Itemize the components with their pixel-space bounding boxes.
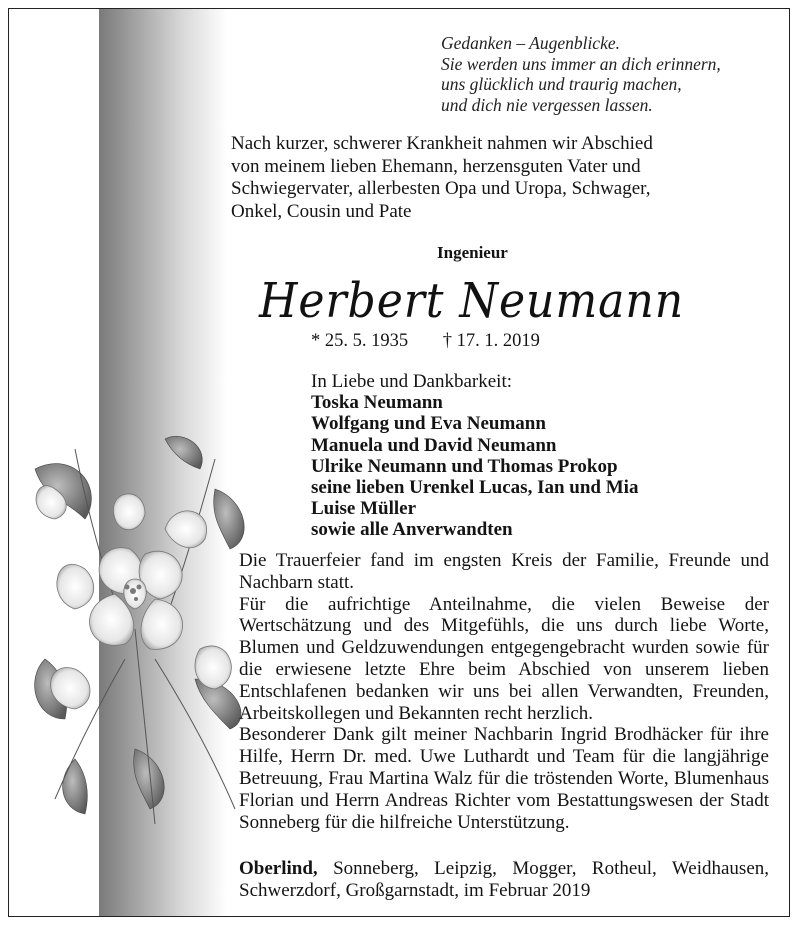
deceased-name: Herbert Neumann [259, 273, 685, 329]
intro-text [231, 133, 771, 223]
obituary-frame [8, 8, 790, 917]
thanks-paragraph: Die Trauerfeier fand im engsten Kreis der Familie, Freunde und Nachbarn statt. [239, 550, 769, 593]
intro-line: von meinem lieben Ehemann, herzensguten Vater und [231, 155, 641, 177]
footer-place: Oberlind, [239, 858, 318, 879]
intro-line: Nach kurzer, schwerer Krankheit nahmen wir Abschied [231, 133, 653, 154]
mourner: Ulrike Neumann und Thomas Prokop [311, 455, 618, 477]
life-dates [311, 331, 540, 352]
poem-line: uns glücklich und traurig machen, [441, 74, 682, 94]
place-date-footer [239, 858, 769, 902]
poem-line: und dich nie vergessen lassen. [441, 94, 653, 115]
mourner: Wolfgang und Eva Neumann [311, 413, 546, 435]
mourner: Toska Neumann [311, 392, 443, 414]
lily-flowers-icon [15, 429, 265, 829]
mourner: sowie alle Anverwandten [311, 519, 513, 541]
thanks-paragraph: Für die aufrichtige Anteilnahme, die vielen Beweise der Wertschätzung und des Mitgefühls, die uns durch liebe Worte, Blumen und Geldzuwendungen entgegengebracht wurden sowie für die erwiesene letzte Ehre beim Abschied von unserem lieben Entschlafenen bedanken wir uns bei allen Verwandten, Freunden, Arbeitskollegen und Bekannten recht herzlich. [239, 593, 769, 724]
birth-date: * 25. 5. 1935 [311, 331, 409, 351]
intro-line: Onkel, Cousin und Pate [231, 200, 412, 222]
thanks-paragraph: Besonderer Dank gilt meiner Nachbarin Ingrid Brodhäcker für ihre Hilfe, Herrn Dr. med. Uwe Luthardt und Team für die langjährige Betreuung, Frau Martina Walz für die tröstenden Worte, Blumenhaus Florian und Herrn Andreas Richter vom Bestattungswesen der Stadt Sonneberg für die hilfreiche Unterstützung. [239, 724, 769, 833]
death-date: † 17. 1. 2019 [442, 331, 540, 351]
mourner: Luise Müller [311, 498, 417, 520]
poem-line: Gedanken – Augenblicke. [441, 33, 620, 53]
mourner: seine lieben Urenkel Lucas, Ian und Mia [311, 477, 639, 499]
intro-line: Schwiegervater, allerbesten Opa und Uropa, Schwager, [231, 178, 651, 199]
poem [441, 33, 791, 115]
poem-line: Sie werden uns immer an dich erinnern, [441, 53, 721, 74]
footer-places: Sonneberg, Leipzig, Mogger, Rotheul, Weidhausen, Schwerzdorf, Großgarnstadt, im Februar 2019 [239, 858, 770, 901]
mourner: Manuela und David Neumann [311, 434, 557, 456]
occupation: Ingenieur [437, 243, 508, 262]
thanks-text [239, 550, 769, 833]
mourners-list [311, 371, 781, 541]
mourners-lead: In Liebe und Dankbarkeit: [311, 371, 513, 392]
